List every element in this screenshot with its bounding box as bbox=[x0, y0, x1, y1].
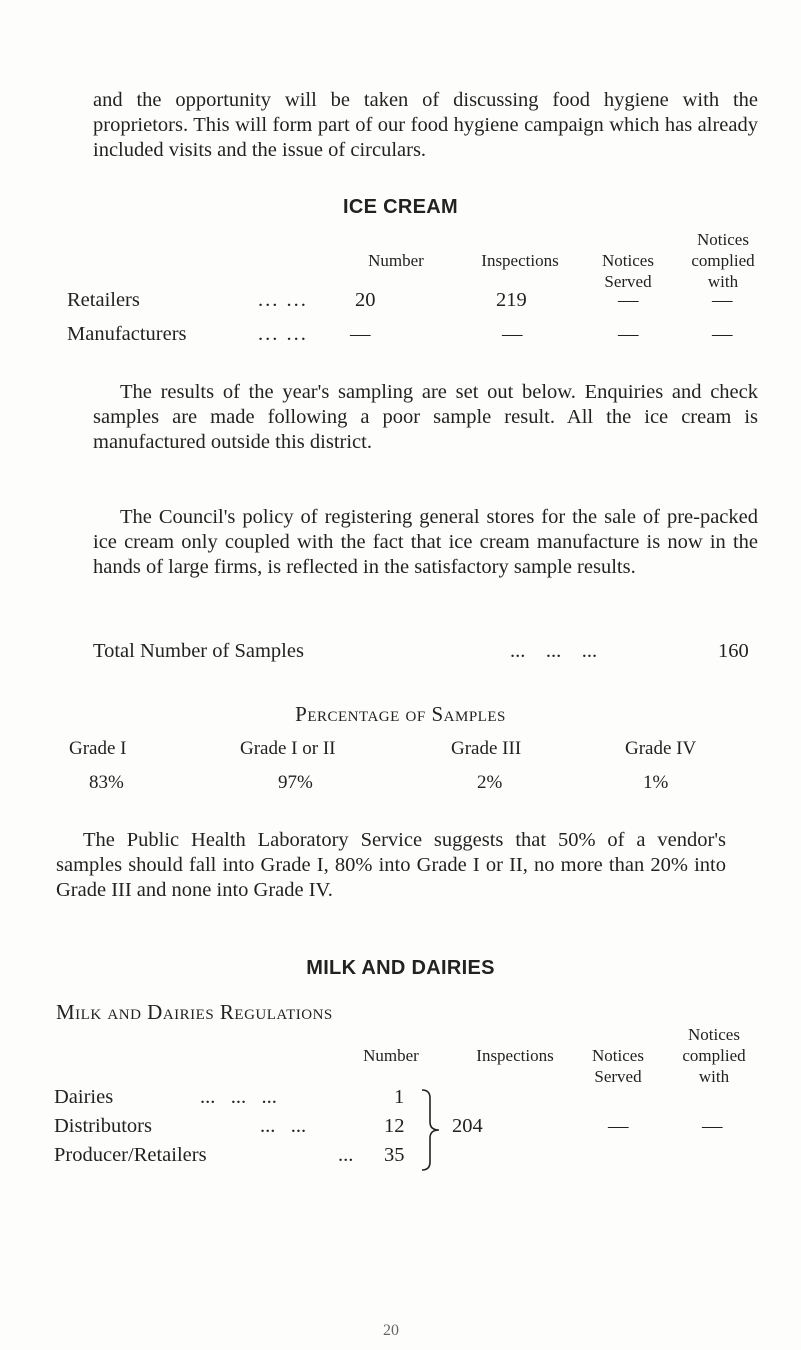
row-inspections: 219 bbox=[496, 289, 527, 311]
row-label: Dairies bbox=[54, 1086, 114, 1108]
sampling-paragraph: The results of the year's sampling are set out below. Enquiries and check samples are made following a poor sample result. All the ice cream is manufactured outside this district. bbox=[93, 381, 758, 453]
milk-regulations-subheading: Milk and Dairies Regulations bbox=[56, 1000, 333, 1024]
col-inspections-header: Inspections bbox=[481, 251, 559, 270]
col-notices-complied-header: Notices complied with bbox=[691, 230, 755, 291]
right-brace bbox=[420, 1088, 444, 1172]
page-number: 20 bbox=[383, 1322, 399, 1339]
milk-notices-complied: — bbox=[702, 1115, 723, 1137]
row-number: 1 bbox=[394, 1086, 405, 1108]
row-number: 35 bbox=[384, 1144, 405, 1166]
total-samples-label: Total Number of Samples bbox=[93, 640, 304, 662]
grade-value: 83% bbox=[89, 772, 124, 793]
policy-paragraph: The Council's policy of registering general stores for the sale of pre-packed ice cream only coupled with the fact that ice cream manufacture is now in the hands of large firms, is reflected in the satisfactory sample results. bbox=[93, 506, 758, 578]
row-label: Retailers bbox=[67, 289, 140, 311]
milk-dairies-heading: MILK AND DAIRIES bbox=[306, 957, 495, 979]
leader-dots: ... ... bbox=[258, 289, 308, 311]
col-notices-served-header: Notices Served bbox=[602, 251, 654, 291]
row-served: — bbox=[618, 323, 639, 345]
grade-label: Grade IV bbox=[625, 738, 697, 759]
grade-value: 97% bbox=[278, 772, 313, 793]
milk-notices-served: — bbox=[608, 1115, 629, 1137]
col-notices-served-header: Notices Served bbox=[592, 1046, 644, 1086]
grade-label: Grade III bbox=[451, 738, 522, 759]
col-notices-complied-header: Notices complied with bbox=[682, 1025, 746, 1086]
grade-label: Grade I bbox=[69, 738, 127, 759]
grade-value: 1% bbox=[643, 772, 669, 793]
ice-cream-heading: ICE CREAM bbox=[343, 196, 458, 218]
percentage-heading: Percentage of Samples bbox=[295, 702, 506, 726]
col-number-header: Number bbox=[368, 251, 424, 270]
col-inspections-header: Inspections bbox=[476, 1046, 554, 1065]
phls-paragraph: The Public Health Laboratory Service suggests that 50% of a vendor's samples should fall into Grade I, 80% into Grade I or II, no more than 20% into Grade III and none into Grade IV. bbox=[56, 829, 726, 901]
row-complied: — bbox=[712, 289, 733, 311]
intro-paragraph: and the opportunity will be taken of discussing food hygiene with the proprietors. This will form part of our food hygiene campaign which has already included visits and the issue of circulars. bbox=[93, 89, 758, 161]
row-label: Manufacturers bbox=[67, 323, 187, 345]
row-complied: — bbox=[712, 323, 733, 345]
grade-value: 2% bbox=[477, 772, 503, 793]
col-number-header: Number bbox=[363, 1046, 419, 1065]
leader-dots: ... ... ... bbox=[510, 640, 598, 662]
row-label: Distributors bbox=[54, 1115, 152, 1137]
total-samples-value: 160 bbox=[718, 640, 749, 662]
leader-dots: ... bbox=[338, 1144, 354, 1166]
row-number: 20 bbox=[355, 289, 376, 311]
row-number: 12 bbox=[384, 1115, 405, 1137]
row-label: Producer/Retailers bbox=[54, 1144, 207, 1166]
leader-dots: ... ... ... bbox=[200, 1086, 277, 1108]
row-served: — bbox=[618, 289, 639, 311]
leader-dots: ... ... bbox=[260, 1115, 307, 1137]
row-number: — bbox=[350, 323, 371, 345]
grade-label: Grade I or II bbox=[240, 738, 336, 759]
milk-inspections-total: 204 bbox=[452, 1115, 483, 1137]
leader-dots: ... ... bbox=[258, 323, 308, 345]
row-inspections: — bbox=[502, 323, 523, 345]
